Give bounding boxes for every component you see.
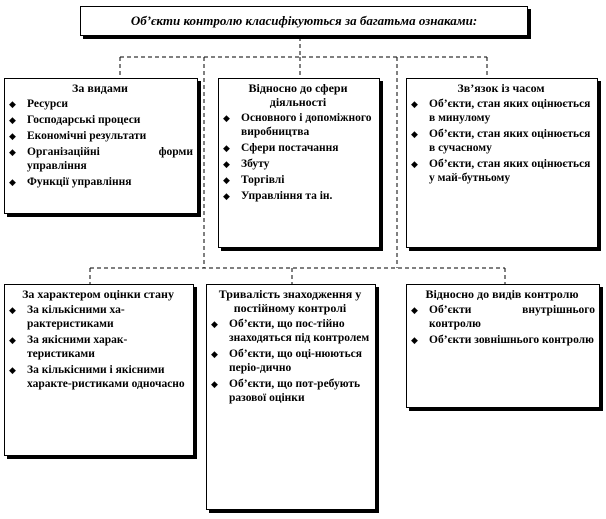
list-item: ◆ Об’єкти, що оці-нюються перiо-дично bbox=[209, 347, 371, 375]
list-item: ◆ Об’єкти, що пос-тійно знаходяться під контролем bbox=[209, 317, 371, 345]
box-time-relation bbox=[406, 78, 598, 248]
list-item: ◆ За кількісними ха-рактеристиками bbox=[7, 303, 189, 331]
list-item: ◆ Управління та ін. bbox=[221, 189, 375, 203]
box-title: Тривалість знаходження у постійному контролі bbox=[218, 287, 362, 315]
list-item: ◆ Об’єкти, стан яких оцінюється у май-бутньому bbox=[409, 157, 593, 185]
root-title: Об’єкти контролю класифікуються за багатьма ознаками: bbox=[130, 13, 478, 28]
box-control-types bbox=[406, 284, 600, 408]
box-title: За видами bbox=[72, 81, 128, 95]
box-assessment-nature bbox=[4, 284, 194, 456]
list-item: ◆ Об’єкти, стан яких оцінюється в сучасному bbox=[409, 127, 593, 155]
list-item: ◆ Об’єкти, стан яких оцінюється в минулому bbox=[409, 97, 593, 125]
list-item: ◆ За кількісними і якісними характе-ристиками одночасно bbox=[7, 363, 189, 391]
list-item: ◆ Організаційні форми управління bbox=[7, 145, 193, 173]
list-item: ◆ За якісними харак-теристиками bbox=[7, 333, 189, 361]
list-item: ◆ Основного і допоміжного виробництва bbox=[221, 111, 375, 139]
classification-root-box bbox=[80, 6, 528, 36]
list-item: ◆ Об’єкти внутрішнього контролю bbox=[409, 303, 595, 331]
box-title: За характером оцінки стану bbox=[22, 287, 174, 301]
box-title: Зв’язок із часом bbox=[457, 81, 545, 95]
box-control-duration bbox=[206, 284, 376, 510]
box-by-types bbox=[4, 78, 198, 214]
box-title: Відносно до сфери діяльності bbox=[248, 81, 348, 109]
list-item: ◆ Об’єкти зовнішнього контролю bbox=[409, 333, 595, 347]
list-item: ◆ Господарські процеси bbox=[7, 113, 193, 127]
list-item: ◆ Об’єкти, що пот-ребують разової оцінки bbox=[209, 377, 371, 405]
box-title: Відносно до видів контролю bbox=[425, 287, 579, 301]
list-item: ◆ Збуту bbox=[221, 157, 375, 171]
list-item: ◆ Сфери постачання bbox=[221, 141, 375, 155]
list-item: ◆ Економічні результати bbox=[7, 129, 193, 143]
box-by-activity-sphere bbox=[218, 78, 380, 248]
list-item: ◆ Торгівлі bbox=[221, 173, 375, 187]
list-item: ◆ Функції управління bbox=[7, 175, 193, 189]
list-item: ◆ Ресурси bbox=[7, 97, 193, 111]
